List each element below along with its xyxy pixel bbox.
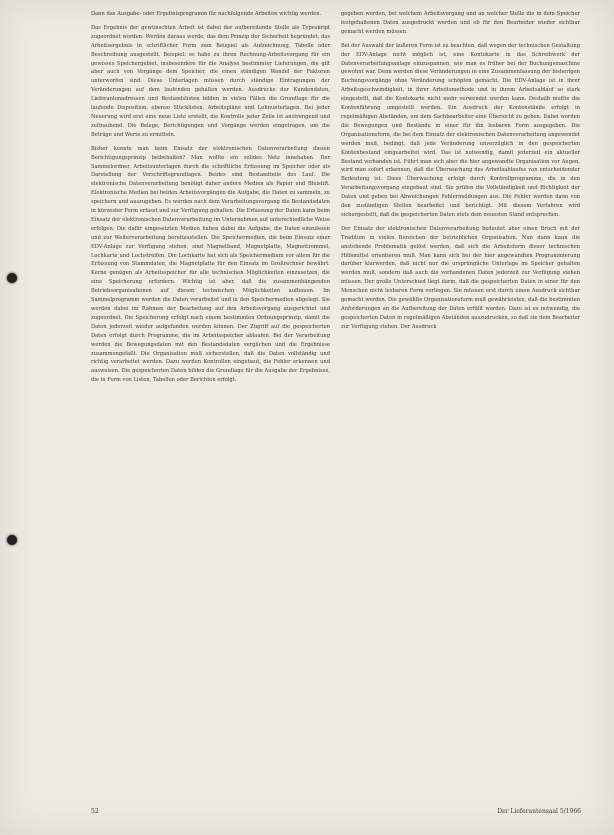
paragraph: Bei der Auswahl der äußeren Form ist zu beachten, daß wegen der technischen Gestaltung der EDV-Anlage nicht möglich ist, eine Kontokarte in das Schreibwerk der Datenverarbeitungsanlage einzuspannen, wie man es früher bei der Buchungsmaschine gewohnt war. Denn werden diese Veränderungen in eine Zusammenfassung der bisherigen Buchungsvorgänge ohne Veränderung schöpfen gemacht. Die EDV-Anlage ist in ihrer Arbeitsgeschwindigkeit, in ihrer Arbeitsmethode und in ihrem Arbeitsablauf so stark eingestellt, daß die Kontokarte nicht mehr verwendet werden kann. Deshalb mußte die Kontenführung umgestellt werden. Ein Ausdruck der Kontenstände erfolgt in regelmäßigen Abständen, um dem Sachbearbeiter eine Übersicht zu geben. Dabei werden die Bewegungen und Bestände in einer für ihn lesbaren Form ausgegeben. Die Organisationsform, die bei dem Einsatz der elektronischen Datenverarbeitung angewendet werden muß, bedingt, daß jede Veränderung unverzüglich in den gespeicherten Kontenbestand eingearbeitet wird. Das ist notwendig, damit jederzeit ein aktueller Bestand vorhanden ist. Führt man sich aber die hier angewandte Organisation vor Augen, wird man sofort erkennen, daß die Überwachung des Arbeitsablaufes von entscheidender Bedeutung ist. Diese Überwachung erfolgt durch Kontrollprogramme, die in den Verarbeitungsvorgang eingebaut sind. Sie prüfen die Vollständigkeit und Richtigkeit der Daten und geben bei Abweichungen Fehlermeldungen aus. Die Fehler werden dann von den zuständigen Stellen bearbeitet und berichtigt. Mit diesem Verfahren wird sichergestellt, daß die gespeicherten Daten stets dem neuesten Stand entsprechen. [341, 42, 580, 218]
paragraph: Das Ergebnis der gewünschten Arbeit ist dabei der aufbereitende Stelle als Typeskript zugeordnet worden. Werden daraus werde, das dem Prinzip der Sicherheit begründet, das Arbeitsergebnis in schriftlicher Form zum Beispiel als Aufzeichnung, Tabelle oder Beschreibung ausgestellt. Beispiel: es habe zu ihren Rechnung-Arbeitsvorgang für ein gewisses Speichergebiet, insbesondere für die Analyse bestimmter Lieferungen, die gilt aber auch von Vorgänge dem Speicher, die einen ständigen Wandel der Faktoren unterworfen sind. Diese Unterlagen müssen durch ständige Eintragungen der Veränderungen auf dem laufenden gehalten werden. Ausdrucke der Kundendaten, Lieferantenadressen und Bestandslisten bilden in vielen Fällen die Grundlage für die laufende Disposition, ebenso Stücklisten, Arbeitspläne und Lohnunterlagen. Bei jeder Neuerung wird erst eine neue Liste erstellt, die Kontrolle jeder Zeile ist anstrengend und zeitraubend. Die Belege, Berichtigungen und Vorgänge werden eingetragen, um die Beträge und Werte zu ermitteln. [91, 24, 330, 138]
punch-hole-bottom [7, 535, 17, 545]
page-number: 52 [91, 808, 99, 815]
punch-hole-top [7, 273, 17, 283]
publication-name: Der Lieferantensaal 5/1966 [497, 808, 581, 815]
right-column [341, 10, 580, 792]
paragraph: Bisher konnte man beim Einsatz der elektronischen Datenverarbeitung diesen Berichtigungsprinzip beibehalten? Man wollte ein solides Netz innehaben. Der Sammelordner, Arbeitsunterlagen durch die schriftliche Erfassung im Speicher oder als Darstellung der Vorschriftsgrundlagen. Beides sind Bestandteile des Lauf. Die elektronische Datenverarbeitung benötigt daher andere Medien als Papier und Bleistift. Elektronische Medien bei beiden Arbeitsvorgängen die Aufgabe, die Daten zu sammeln, zu speichern und auszugeben. Es werden nach dem Verarbeitungsvorgang die Bestandsdaten in kürzester Form erfasst und zur Verfügung gehalten. Die Erfassung der Daten kann beim Einsatz der elektronischen Datenverarbeitung im Unternehmen auf unterschiedliche Weise erfolgen. Die dafür eingesetzten Medien haben dabei die Aufgabe, die Daten einzulesen und zur Weiterverarbeitung bereitzustellen. Die Speichermedien, die beim Einsatz einer EDV-Anlage zur Verfügung stehen, sind Magnetband, Magnetplatte, Magnettrommel, Lochkarte und Lochstreifen. Die Lochkarte hat sich als Speichermedium vor allem für die Erfassung von Stammdaten, die Magnetplatte für den Einsatz im Großrechner bewährt. Kerne genügen als Arbeitsspeicher für alle technischen Möglichkeiten einzusetzen, die eine Speicherung erfordern. Wichtig ist aber, daß die zusammenhängenden Betriebsorganisationen auf diesen technischen Möglichkeiten aufbauen. Im Sammelprogramm werden die Daten verarbeitet und in den Speichermedien abgelegt. Sie werden dabei im Rahmen der Bearbeitung auf den Arbeitsvorgang ausgerichtet und zugeordnet. Die Speicherung erfolgt nach einem bestimmten Ordnungsprinzip, damit die Daten jederzeit wieder aufgefunden werden können. Der Zugriff auf die gespeicherten Daten erfolgt durch Programme, die im Arbeitsspeicher ablaufen. Bei der Verarbeitung werden die Bewegungsdaten mit den Bestandsdaten verglichen und die Ergebnisse zusammengefaßt. Die Organisation muß sicherstellen, daß die Daten vollständig und richtig verarbeitet werden. Dazu werden Kontrollen eingebaut, die Fehler erkennen und ausweisen. Die gespeicherten Daten bilden die Grundlage für die Ausgabe der Ergebnisse, die in Form von Listen, Tabellen oder Berichten erfolgt. [91, 145, 330, 384]
paragraph: gegeben werden, bei welchem Arbeitsvorgang und an welcher Stelle die in dem Speicher festgehaltenen Daten ausgedruckt werden und ob für den Bearbeiter wieder sichtbar gemacht werden müssen. [341, 11, 580, 35]
paragraph: Dann das Ausgabe- oder Ergebnisprogramm für nachfolgende Arbeiten wichtig werden. [91, 11, 322, 17]
paragraph: Der Einsatz der elektronischen Datenverarbeitung bedeutet aber einen Bruch mit der Tradition in vielen Bereichen der betrieblichen Organisation. Nun dann kann die anstehende Problematik gelöst werden, daß sich die Arbeitsform dieser technischen Hilfsmittel orientieren muß. Man kann sich bei der hier angewandten Programmierung darüber klarwerden, daß nicht nur die ursprüngliche Unterlage im Speicher gehalten werden muß, sondern daß auch die vorhandenen Daten jederzeit zur Verfügung stehen müssen. Der große Unterschied liegt darin, daß die gespeicherten Daten in einer für den Menschen nicht lesbaren Form vorliegen. Sie müssen erst durch einen Ausdruck sichtbar gemacht werden. Die gewählte Organisationsform muß gewährleisten, daß die bestimmten Anforderungen an die Aufbereitung der Daten erfüllt werden. Dazu ist es notwendig, die gespeicherten Daten in regelmäßigen Abständen auszudrucken, so daß sie dem Bearbeiter zur Verfügung stehen. Der Ausdruck [341, 225, 580, 330]
page-footer [91, 808, 581, 820]
left-column [91, 10, 330, 792]
